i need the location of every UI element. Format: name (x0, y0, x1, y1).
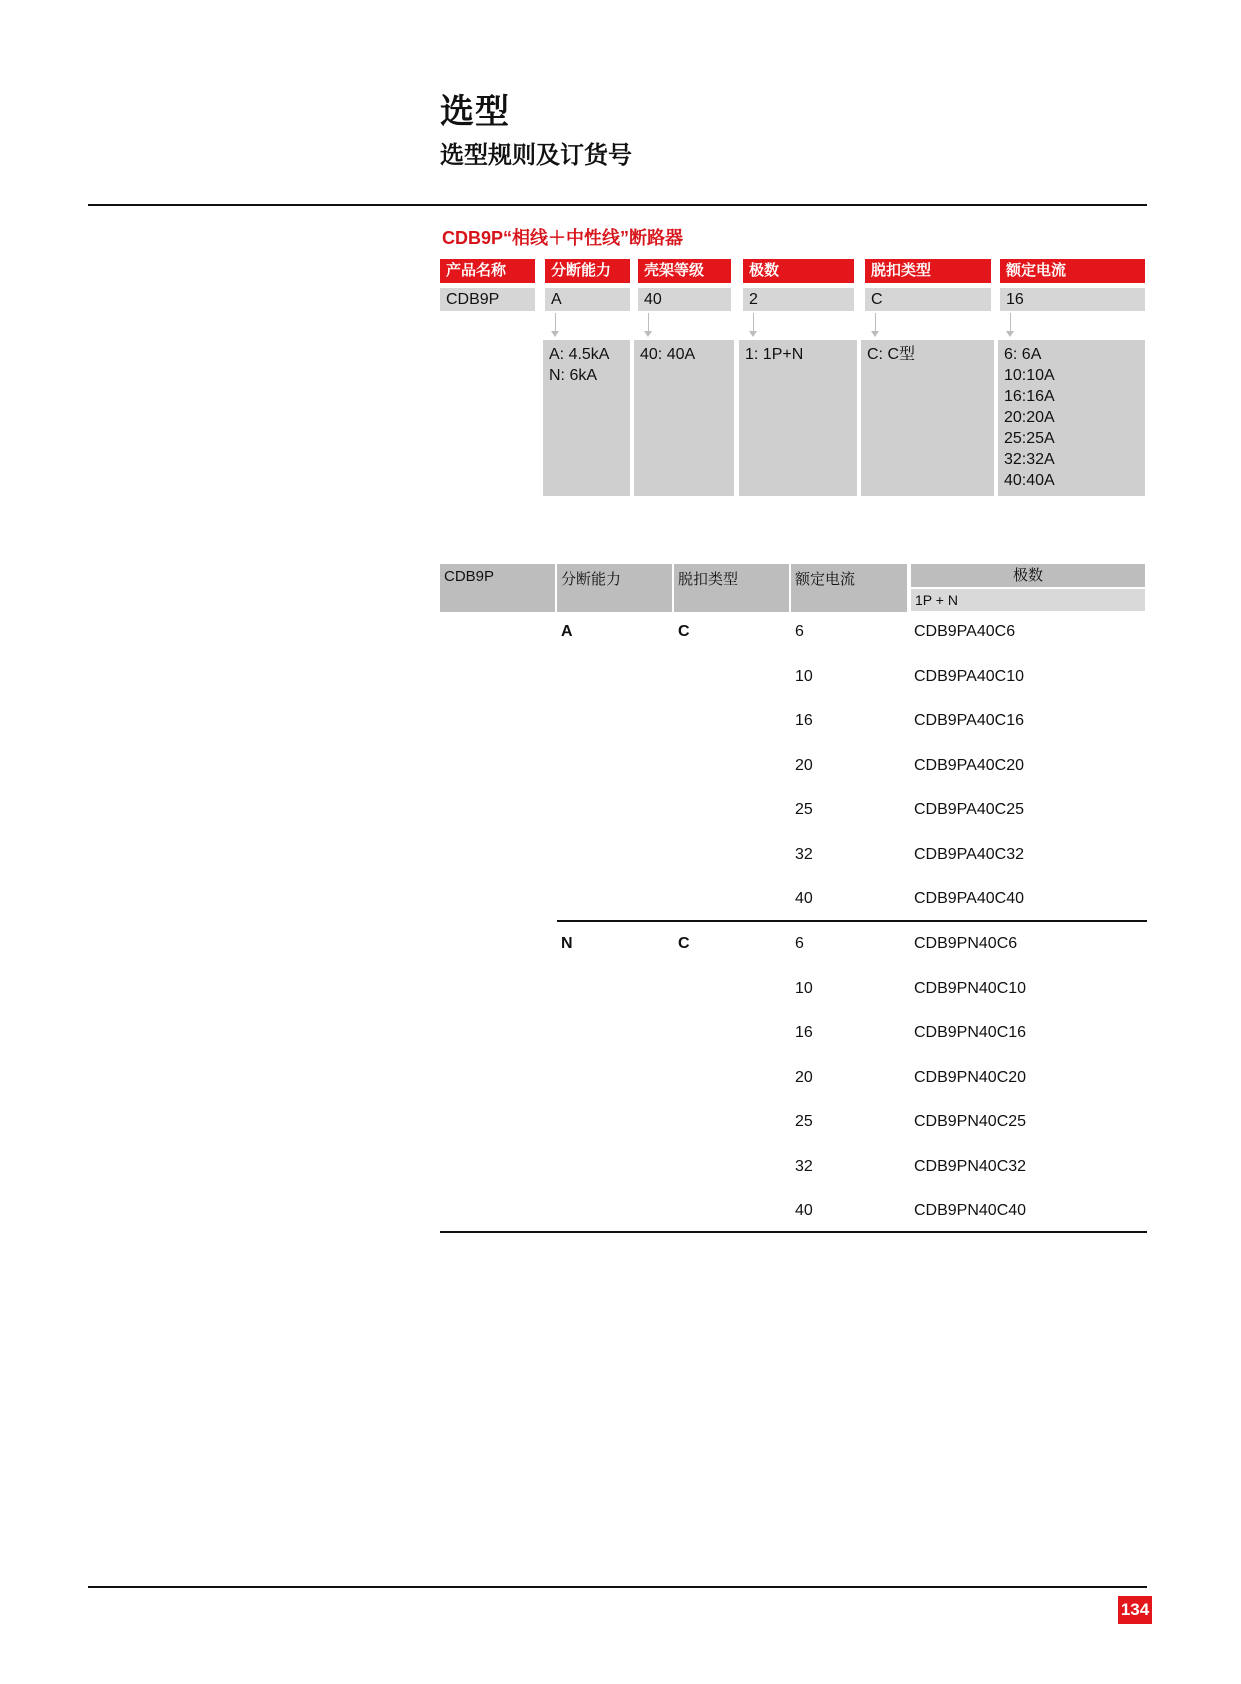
table-header-poles-sub: 1P + N (911, 589, 1145, 611)
rule-arrow-current (1010, 313, 1011, 333)
row-current: 10 (795, 980, 813, 997)
row-order-code: CDB9PA40C20 (914, 757, 1024, 774)
rule-options-current (998, 340, 1145, 496)
rule-header-current: 额定电流 (1000, 259, 1145, 283)
rule-value-trip: C (865, 288, 991, 311)
page-subtitle: 选型规则及订货号 (440, 142, 632, 169)
row-order-code: CDB9PA40C25 (914, 801, 1024, 818)
rule-arrowhead-trip (871, 331, 879, 337)
row-current: 32 (795, 846, 813, 863)
rule-option: C: C型 (867, 346, 916, 363)
rule-arrowhead-breaking (551, 331, 559, 337)
table-header-product: CDB9P (440, 564, 555, 612)
row-order-code: CDB9PN40C25 (914, 1113, 1027, 1130)
table-header-current: 额定电流 (791, 564, 907, 612)
row-current: 40 (795, 1202, 813, 1219)
row-order-code: CDB9PA40C16 (914, 712, 1024, 729)
rule-option: 40:40A (1004, 472, 1055, 489)
row-current: 40 (795, 890, 813, 907)
rule-header-poles: 极数 (743, 259, 854, 283)
row-current: 16 (795, 1024, 813, 1041)
rule-option: 6: 6A (1004, 346, 1042, 363)
table-header-breaking: 分断能力 (557, 564, 672, 612)
rule-arrowhead-frame (644, 331, 652, 337)
rule-value-poles: 2 (743, 288, 854, 311)
rule-header-trip: 脱扣类型 (865, 259, 991, 283)
row-current: 25 (795, 801, 813, 818)
rule-value-frame: 40 (638, 288, 731, 311)
row-order-code: CDB9PN40C32 (914, 1158, 1027, 1175)
row-current: 6 (795, 623, 804, 640)
header-divider (88, 204, 1147, 206)
row-order-code: CDB9PA40C6 (914, 623, 1016, 640)
rule-options-trip (861, 340, 994, 496)
row-current: 20 (795, 1069, 813, 1086)
rule-arrowhead-poles (749, 331, 757, 337)
rule-header-frame: 壳架等级 (638, 259, 731, 283)
rule-arrowhead-current (1006, 331, 1014, 337)
row-order-code: CDB9PN40C10 (914, 980, 1027, 997)
row-order-code: CDB9PA40C32 (914, 846, 1024, 863)
rule-option: N: 6kA (549, 367, 598, 384)
rule-arrow-poles (753, 313, 754, 333)
row-order-code: CDB9PN40C16 (914, 1024, 1027, 1041)
rule-option: A: 4.5kA (549, 346, 610, 363)
row-order-code: CDB9PN40C40 (914, 1202, 1027, 1219)
page-number: 134 (1118, 1596, 1152, 1624)
rule-value-product: CDB9P (440, 288, 535, 311)
row-current: 10 (795, 668, 813, 685)
table-header-poles: 极数 (911, 564, 1145, 587)
section-title: CDB9P“相线＋中性线”断路器 (442, 228, 684, 248)
row-current: 20 (795, 757, 813, 774)
rule-header-product: 产品名称 (440, 259, 535, 283)
row-current: 32 (795, 1158, 813, 1175)
row-order-code: CDB9PN40C6 (914, 935, 1018, 952)
row-current: 16 (795, 712, 813, 729)
row-current: 25 (795, 1113, 813, 1130)
rule-value-breaking: A (545, 288, 630, 311)
rule-arrow-frame (648, 313, 649, 333)
row-order-code: CDB9PN40C20 (914, 1069, 1027, 1086)
group-trip: C (678, 935, 690, 952)
rule-option: 10:10A (1004, 367, 1055, 384)
rule-options-breaking (543, 340, 630, 496)
page-title: 选型 (440, 93, 510, 131)
group-divider (557, 920, 1147, 922)
rule-header-breaking: 分断能力 (545, 259, 630, 283)
rule-value-current: 16 (1000, 288, 1145, 311)
rule-option: 1: 1P+N (745, 346, 804, 363)
rule-options-poles (739, 340, 857, 496)
table-header-trip: 脱扣类型 (674, 564, 789, 612)
footer-divider (88, 1586, 1147, 1588)
rule-arrow-trip (875, 313, 876, 333)
row-current: 6 (795, 935, 804, 952)
rule-option: 32:32A (1004, 451, 1055, 468)
group-breaking: N (561, 935, 573, 952)
rule-option: 20:20A (1004, 409, 1055, 426)
group-trip: C (678, 623, 690, 640)
rule-option: 25:25A (1004, 430, 1055, 447)
rule-option: 16:16A (1004, 388, 1055, 405)
row-order-code: CDB9PA40C40 (914, 890, 1024, 907)
rule-options-frame (634, 340, 734, 496)
row-order-code: CDB9PA40C10 (914, 668, 1024, 685)
rule-option: 40: 40A (640, 346, 696, 363)
table-bottom-rule (440, 1231, 1147, 1233)
group-breaking: A (561, 623, 573, 640)
rule-arrow-breaking (555, 313, 556, 333)
